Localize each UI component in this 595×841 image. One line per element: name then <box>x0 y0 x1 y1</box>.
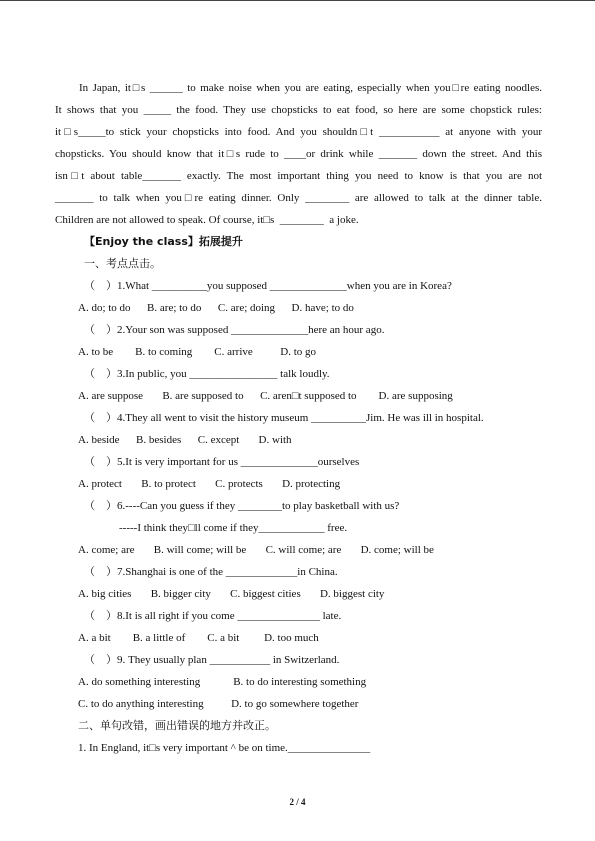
question-stem: （ ）1.What __________you supposed ______________when you are in Korea? <box>84 280 452 292</box>
question-options: A. to be B. to coming C. arrive D. to go <box>78 346 317 358</box>
question-stem: （ ）4.They all went to visit the history museum __________Jim. He was ill in hospital. <box>84 412 484 424</box>
question-stem: （ ）9. They usually plan ___________ in Switzerland. <box>84 654 340 666</box>
passage-line: In Japan, it□s ______ to make noise when you are eating, especially when you□re eating noodles. <box>79 82 542 94</box>
question-options: A. big cities B. bigger city C. biggest cities D. biggest city <box>78 588 385 600</box>
question-options: A. come; are B. will come; will be C. will come; are D. come; will be <box>78 544 434 556</box>
section-header: 【Enjoy the class】拓展提升 <box>84 235 243 248</box>
question-options: A. are suppose B. are supposed to C. aren□t supposed to D. are supposing <box>78 390 453 402</box>
part1-title: 一、考点点击。 <box>84 257 161 270</box>
question-options: A. a bit B. a little of C. a bit D. too much <box>78 632 319 644</box>
correction-item: 1. In England, it□s very important ^ be on time._______________ <box>78 742 371 754</box>
question-options: A. do something interesting B. to do interesting something <box>78 676 367 688</box>
passage-line: _______ to talk when you□re eating dinner. Only ________ are allowed to talk at the dinner table. <box>55 192 542 204</box>
question-options: A. protect B. to protect C. protects D. protecting <box>78 478 341 490</box>
passage-line: it□s_____to stick your chopsticks into food. And you shouldn□t ___________ at anyone with your <box>55 126 542 138</box>
question-options: A. beside B. besides C. except D. with <box>78 434 292 446</box>
part2-title: 二、单句改错，画出错误的地方并改正。 <box>78 719 276 732</box>
question-options: A. do; to do B. are; to do C. are; doing D. have; to do <box>78 302 354 314</box>
question-stem: （ ）6.----Can you guess if they ________to play basketball with us? <box>84 500 400 512</box>
question-stem: （ ）5.It is very important for us ______________ourselves <box>84 456 360 468</box>
question-options-continued: C. to do anything interesting D. to go somewhere together <box>78 698 359 710</box>
question-stem: （ ）2.Your son was supposed ______________here an hour ago. <box>84 324 385 336</box>
question-stem-continued: -----I think they□ll come if they____________ free. <box>119 522 348 534</box>
passage-line: isn□t about table_______ exactly. The most important thing you need to know is that you are not <box>55 170 542 182</box>
question-stem: （ ）3.In public, you ________________ talk loudly. <box>84 368 330 380</box>
passage-line: It shows that you _____ the food. They use chopsticks to eat food, so here are some chopstick rules: <box>55 104 542 116</box>
passage-line: chopsticks. You should know that it□s rude to ____or drink while _______ down the street. And this <box>55 148 542 160</box>
question-stem: （ ）7.Shanghai is one of the _____________in China. <box>84 566 338 578</box>
question-stem: （ ）8.It is all right if you come _______________ late. <box>84 610 342 622</box>
passage-line: Children are not allowed to speak. Of course, it□s ________ a joke. <box>55 214 359 226</box>
page-number: 2 / 4 <box>289 797 306 807</box>
